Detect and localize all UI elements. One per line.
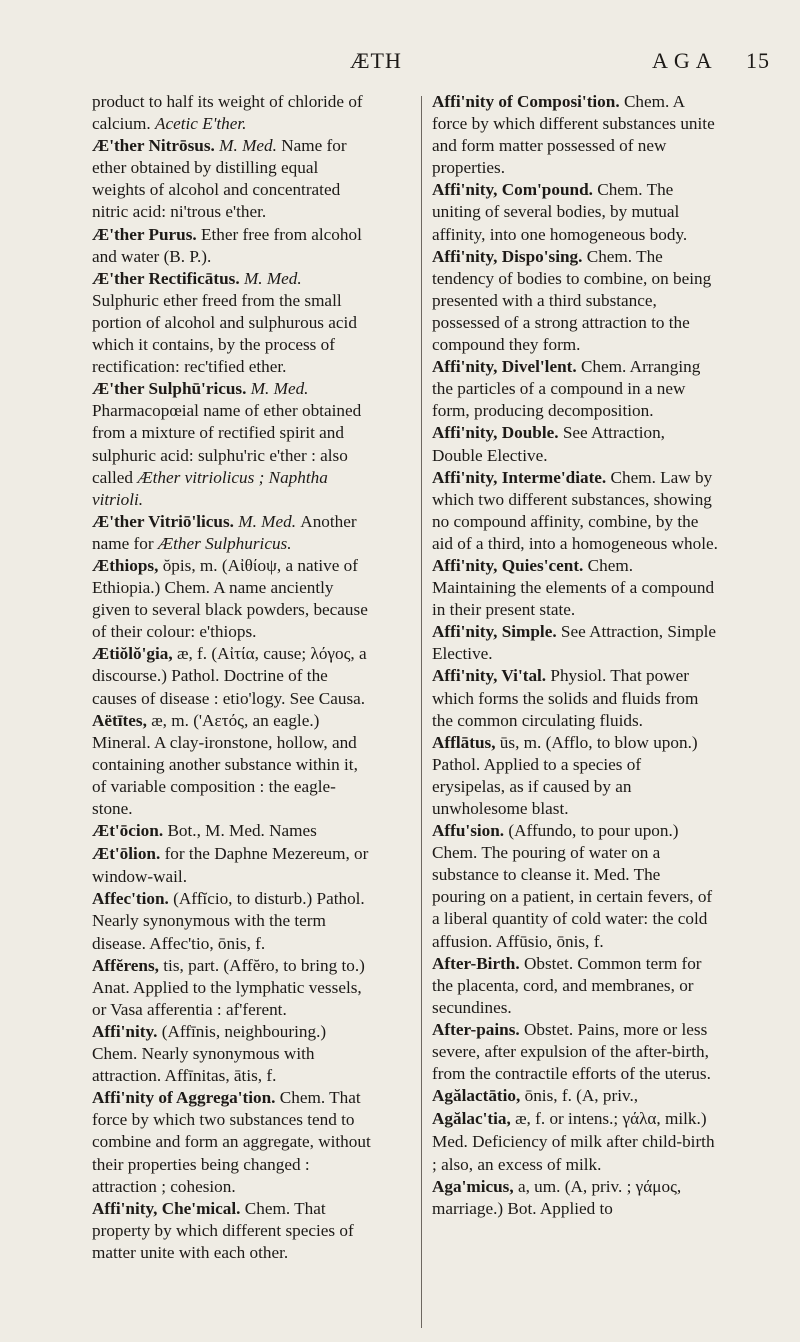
- entry-definition: Physiol. That power which forms the solids and fluids from the common circulating fluids.: [432, 666, 699, 730]
- column-divider: [421, 96, 422, 1328]
- left-column: [92, 91, 372, 1264]
- entry-headword: Affi'nity, Com'pound.: [432, 180, 593, 200]
- entry-headword: Æ'ther Purus.: [92, 224, 197, 244]
- entry-definition: Obstet. Common term for the placenta, cord, and membranes, or secundines.: [432, 953, 702, 1017]
- entry-definition: (Affīnis, neighbouring.) Chem. Nearly synonymous with attraction. Affīnitas, ātis, f.: [92, 1021, 327, 1086]
- entry-definition: for the Daphne Mezereum, or window-wail.: [92, 844, 369, 887]
- entry-italic: Æther vitriolicus ; Naphtha vitrioli.: [92, 467, 328, 509]
- header-mid-word: AGA: [652, 48, 718, 73]
- entry-headword: Affec'tion.: [92, 889, 169, 909]
- entry-headword: Affi'nity of Composi'tion.: [432, 92, 620, 111]
- dictionary-entry: [432, 1176, 718, 1220]
- entry-headword: Affi'nity, Interme'diate.: [432, 467, 607, 487]
- dictionary-entry: [432, 1085, 718, 1108]
- entry-headword: After-pains.: [432, 1019, 520, 1039]
- entry-abbreviation: M. Med.: [243, 268, 302, 288]
- entry-definition: (Affundo, to pour upon.) Chem. The pouring of water on a substance to cleanse it. Med. The pouring on a patient, in certain fevers, of a liberal quantity of cold water: the cold affusion. Affūsio, ōnis, f.: [432, 821, 713, 951]
- dictionary-entry: [92, 378, 372, 511]
- entry-definition: Obstet. Pains, more or less severe, after expulsion of the after-birth, from the contractile efforts of the uterus.: [432, 1019, 711, 1084]
- entry-italic: Acetic E'ther.: [155, 114, 247, 134]
- entry-headword: Æ'ther Vitriō'licus.: [92, 511, 234, 531]
- entry-headword: Affi'nity of Aggrega'tion.: [92, 1088, 276, 1108]
- dictionary-entry: [92, 955, 372, 1021]
- entry-definition: Another name for: [92, 511, 357, 553]
- entry-definition: Chem. That property by which different species of matter unite with each other.: [92, 1198, 354, 1262]
- dictionary-entry: [432, 555, 718, 621]
- dictionary-entry: [432, 1108, 718, 1175]
- dictionary-entry: [432, 356, 718, 422]
- entry-definition: Name for ether obtained by distilling equal weights of alcohol and concentrated nitric acid: ni'trous e'ther.: [92, 136, 347, 222]
- entry-definition: Chem. Law by which two different substances, showing no compound affinity, combine, by the aid of a third, into a homogeneous whole.: [432, 467, 718, 553]
- dictionary-entry: [432, 422, 718, 466]
- entry-headword: Æ'ther Rectificātus.: [92, 268, 240, 288]
- dictionary-entry: [92, 135, 372, 223]
- entry-headword: Affi'nity, Double.: [432, 423, 559, 443]
- entry-definition: ŏpis, m. (Αἰθίοψ, a native of Ethiopia.) Chem. A name anciently given to several black powders, because of their colour: e'thiops.: [92, 555, 368, 642]
- entry-headword: Affĕrens,: [92, 955, 159, 975]
- entry-text: product to half its weight of chloride of calcium.: [92, 92, 363, 134]
- entry-headword: After-Birth.: [432, 953, 520, 973]
- entry-headword: Æt'ōcion.: [92, 821, 164, 841]
- entry-headword: Affi'nity, Vi'tal.: [432, 666, 547, 686]
- dictionary-entry: [92, 511, 372, 555]
- entry-definition: See Attraction, Double Elective.: [432, 423, 665, 465]
- entry-headword: Æ'ther Nitrōsus.: [92, 136, 215, 156]
- dictionary-entry: [432, 621, 718, 665]
- entry-headword: Ætiŏlŏ'gia,: [92, 644, 173, 664]
- entry-definition: Chem. The tendency of bodies to combine, on being presented with a third substance, possessed of a strong attraction to the compound they form.: [432, 246, 712, 355]
- dictionary-entry: [92, 710, 372, 820]
- entry-headword: Afflātus,: [432, 732, 496, 752]
- dictionary-entry: [432, 246, 718, 356]
- entry-definition: Chem. Arranging the particles of a compound in a new form, producing decomposition.: [432, 357, 701, 421]
- dictionary-entry: [92, 888, 372, 954]
- entry-headword: Affi'nity.: [92, 1021, 158, 1041]
- entry-definition: Chem. Maintaining the elements of a compound in their present state.: [432, 555, 715, 620]
- dictionary-entry: [92, 1021, 372, 1087]
- entry-definition: Sulphuric ether freed from the small portion of alcohol and sulphurous acid which it contains, by the process of rectification: rec'tified ether.: [92, 290, 357, 377]
- entry-headword: Aëtītes,: [92, 710, 147, 730]
- entry-headword: Agălactātio,: [432, 1086, 521, 1106]
- dictionary-entry: [92, 91, 372, 135]
- dictionary-entry: [432, 665, 718, 731]
- entry-definition: Ether free from alcohol and water (B. P.).: [92, 224, 362, 266]
- dictionary-entry: [92, 1087, 372, 1197]
- dictionary-entry: [92, 224, 372, 268]
- entry-definition: ūs, m. (Afflo, to blow upon.) Pathol. Applied to a species of erysipelas, as if caused by an unwholesome blast.: [432, 732, 698, 818]
- entry-headword: Æt'ōlion.: [92, 844, 161, 864]
- dictionary-entry: [92, 820, 372, 843]
- entry-headword: Affi'nity, Che'mical.: [92, 1198, 241, 1218]
- dictionary-entry: [92, 268, 372, 378]
- entry-headword: Affi'nity, Quies'cent.: [432, 555, 584, 575]
- entry-italic: Æther Sulphuricus.: [157, 533, 292, 553]
- entry-definition: Chem. That force by which two substances tend to combine and form an aggregate, without their properties being changed : attraction ; cohesion.: [92, 1088, 371, 1196]
- right-column: [432, 91, 718, 1220]
- entry-definition: Chem. A force by which different substances unite and form matter possessed of new properties.: [432, 92, 715, 178]
- entry-definition: tis, part. (Affĕro, to bring to.) Anat. Applied to the lymphatic vessels, or Vasa afferentia : af'ferent.: [92, 955, 365, 1019]
- running-header: [92, 48, 772, 78]
- entry-headword: Æthiops,: [92, 555, 159, 575]
- entry-definition: ōnis, f. (A, priv.,: [524, 1086, 639, 1106]
- entry-definition: a, um. (A, priv. ; γάμος, marriage.) Bot. Applied to: [432, 1176, 682, 1218]
- dictionary-entry: [432, 179, 718, 245]
- dictionary-entry: [92, 1198, 372, 1264]
- header-left-word: ÆTH: [350, 48, 402, 73]
- entry-headword: Æ'ther Sulphū'ricus.: [92, 379, 247, 399]
- entry-headword: Affu'sion.: [432, 821, 505, 841]
- dictionary-entry: [432, 91, 718, 179]
- entry-definition: æ, m. ('Αετός, an eagle.) Mineral. A clay-ironstone, hollow, and containing another substance within it, of variable composition : the eagle-stone.: [92, 710, 358, 818]
- entry-definition: Pharmacopœial name of ether obtained from a mixture of rectified spirit and sulphuric acid: sulphu'ric e'ther : also called: [92, 401, 362, 487]
- entry-abbreviation: M. Med.: [219, 136, 282, 156]
- entry-abbreviation: M. Med.: [250, 379, 309, 399]
- dictionary-entry: [432, 732, 718, 820]
- entry-definition: (Affĭcio, to disturb.) Pathol. Nearly synonymous with the term disease. Affec'tio, ōnis, f.: [92, 889, 365, 953]
- entry-definition: Bot., M. Med. Names: [167, 821, 317, 841]
- dictionary-entry: [92, 555, 372, 643]
- dictionary-entry: [432, 820, 718, 953]
- dictionary-entry: [432, 953, 718, 1019]
- entry-headword: Aga'micus,: [432, 1176, 514, 1196]
- entry-abbreviation: M. Med.: [238, 511, 301, 531]
- dictionary-entry: [92, 843, 372, 888]
- entry-headword: Affi'nity, Simple.: [432, 622, 557, 642]
- entry-headword: Agălac'tia,: [432, 1109, 511, 1129]
- entry-headword: Affi'nity, Divel'lent.: [432, 357, 577, 377]
- entry-definition: See Attraction, Simple Elective.: [432, 622, 717, 664]
- dictionary-entry: [432, 467, 718, 555]
- dictionary-entry: [92, 643, 372, 709]
- entry-definition: æ, f. or intens.; γάλα, milk.) Med. Deficiency of milk after child-birth ; also, an excess of milk.: [432, 1109, 715, 1174]
- entry-definition: æ, f. (Αἰτία, cause; λόγος, a discourse.) Pathol. Doctrine of the causes of disease : etio'logy. See Causa.: [92, 644, 367, 708]
- dictionary-entry: [432, 1019, 718, 1085]
- entry-definition: Chem. The uniting of several bodies, by mutual affinity, into one homogeneous body.: [432, 180, 688, 244]
- entry-headword: Affi'nity, Dispo'sing.: [432, 246, 583, 266]
- page-number: 15: [746, 48, 770, 73]
